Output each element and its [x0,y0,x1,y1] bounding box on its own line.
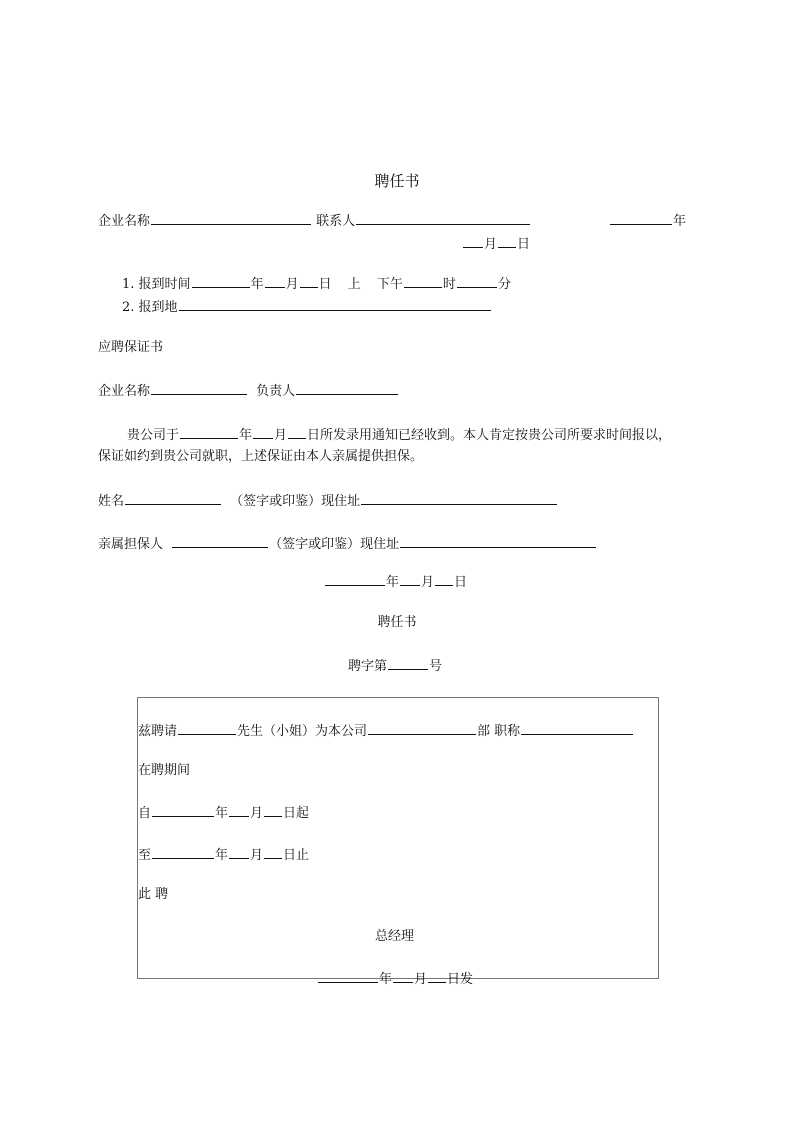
address-blank[interactable] [361,492,557,505]
item1-number: 1. [122,277,135,292]
issue-day-blank[interactable] [428,970,446,983]
to-year-blank[interactable] [152,846,214,859]
report-place-blank[interactable] [179,298,491,311]
company-label: 企业名称 [98,384,151,399]
sign-address-label: （签字或印鉴）现住址 [230,494,361,509]
report-month-blank[interactable] [265,275,285,288]
year-label: 年 [250,277,264,292]
name-label: 姓名 [98,494,125,509]
issue-end-label: 日发 [447,972,474,987]
guarantee-day-blank[interactable] [435,573,453,586]
guarantee-date-line [324,573,467,591]
guarantee-paragraph-line1 [127,426,671,444]
to-end-label: 日止 [283,848,310,863]
to-day-blank[interactable] [264,846,282,859]
hour-label: 时 [442,277,456,292]
box-period-label: 在聘期间 [138,763,191,778]
company-blank[interactable] [151,212,311,225]
box-from-line [138,804,309,822]
appointment-number-line [348,657,442,675]
month-label: 月 [421,575,435,590]
name-blank[interactable] [125,492,221,505]
report-day-blank[interactable] [300,275,318,288]
report-hour-blank[interactable] [404,275,442,288]
from-label: 自 [138,806,152,821]
box-hire-prefix: 兹聘请 [138,724,178,739]
guarantee-company-line [98,382,399,400]
header-date-year [609,212,686,230]
header-date-monthday [462,235,530,253]
relative-guarantor-line [98,535,597,553]
issue-month-blank[interactable] [393,970,413,983]
relative-blank[interactable] [172,535,268,548]
para1-end: 日所发录用通知已经收到。本人肯定按贵公司所要求时间报以， [307,428,672,443]
department-blank[interactable] [368,722,476,735]
to-month-blank[interactable] [229,846,249,859]
para1-start: 贵公司于 [127,428,180,443]
year-label: 年 [239,428,253,443]
header-day-blank[interactable] [498,235,516,248]
responsible-blank[interactable] [296,382,398,395]
notice-year-blank[interactable] [180,426,238,439]
issue-date-line [317,970,473,988]
day-label: 日 [517,237,531,252]
from-month-blank[interactable] [229,804,249,817]
box-hire-label: 此 聘 [138,887,169,902]
year-label: 年 [215,848,229,863]
guarantee-title: 应聘保证书 [98,340,164,355]
relative-address-blank[interactable] [400,535,596,548]
report-place-line [122,298,492,316]
month-label: 月 [484,237,498,252]
relative-label: 亲属担保人 [98,537,164,552]
issue-year-blank[interactable] [318,970,378,983]
box-hire-title-label: 部 职称 [477,724,521,739]
contact-blank[interactable] [356,212,530,225]
appointee-name-blank[interactable] [178,722,236,735]
minute-label: 分 [497,277,511,292]
box-hire-middle: 先生（小姐）为本公司 [237,724,368,739]
month-label: 月 [274,428,288,443]
contact-label: 联系人 [316,214,356,229]
month-label: 月 [285,277,299,292]
year-label: 年 [673,214,687,229]
month-label: 月 [414,972,428,987]
guarantee-company-blank[interactable] [151,382,247,395]
company-contact-line [98,212,531,230]
document-title: 聘任书 [374,172,420,190]
box-appoint-line [138,722,634,740]
report-time-label: 报到时间 [138,277,191,292]
report-minute-blank[interactable] [457,275,497,288]
month-label: 月 [250,806,264,821]
year-label: 年 [386,575,400,590]
am-label: 上 [347,277,361,292]
sign-address-label: （签字或印鉴）现住址 [269,537,400,552]
guarantee-year-blank[interactable] [325,573,385,586]
appointment-title: 聘任书 [377,615,417,630]
notice-month-blank[interactable] [253,426,273,439]
year-label: 年 [215,806,229,821]
general-manager-label: 总经理 [375,929,415,944]
name-line [98,492,558,510]
from-year-blank[interactable] [152,804,214,817]
item2-number: 2. [122,300,135,315]
from-day-blank[interactable] [264,804,282,817]
responsible-label: 负责人 [256,384,296,399]
to-label: 至 [138,848,152,863]
box-to-line [138,846,309,864]
guarantee-month-blank[interactable] [400,573,420,586]
appointment-number-suffix: 号 [429,659,443,674]
job-title-blank[interactable] [521,722,633,735]
report-time-line [122,275,511,293]
month-label: 月 [250,848,264,863]
report-place-label: 报到地 [138,300,178,315]
report-year-blank[interactable] [192,275,250,288]
company-label: 企业名称 [98,214,151,229]
header-year-blank[interactable] [610,212,672,225]
day-label: 日 [318,277,332,292]
pm-label: 下午 [376,277,403,292]
appointment-number-prefix: 聘字第 [348,659,388,674]
guarantee-paragraph-line2: 保证如约到贵公司就职，上述保证由本人亲属提供担保。 [98,449,424,464]
day-label: 日 [454,575,468,590]
from-end-label: 日起 [283,806,310,821]
year-label: 年 [379,972,393,987]
header-month-blank[interactable] [463,235,483,248]
notice-day-blank[interactable] [288,426,306,439]
appointment-number-blank[interactable] [388,657,428,670]
